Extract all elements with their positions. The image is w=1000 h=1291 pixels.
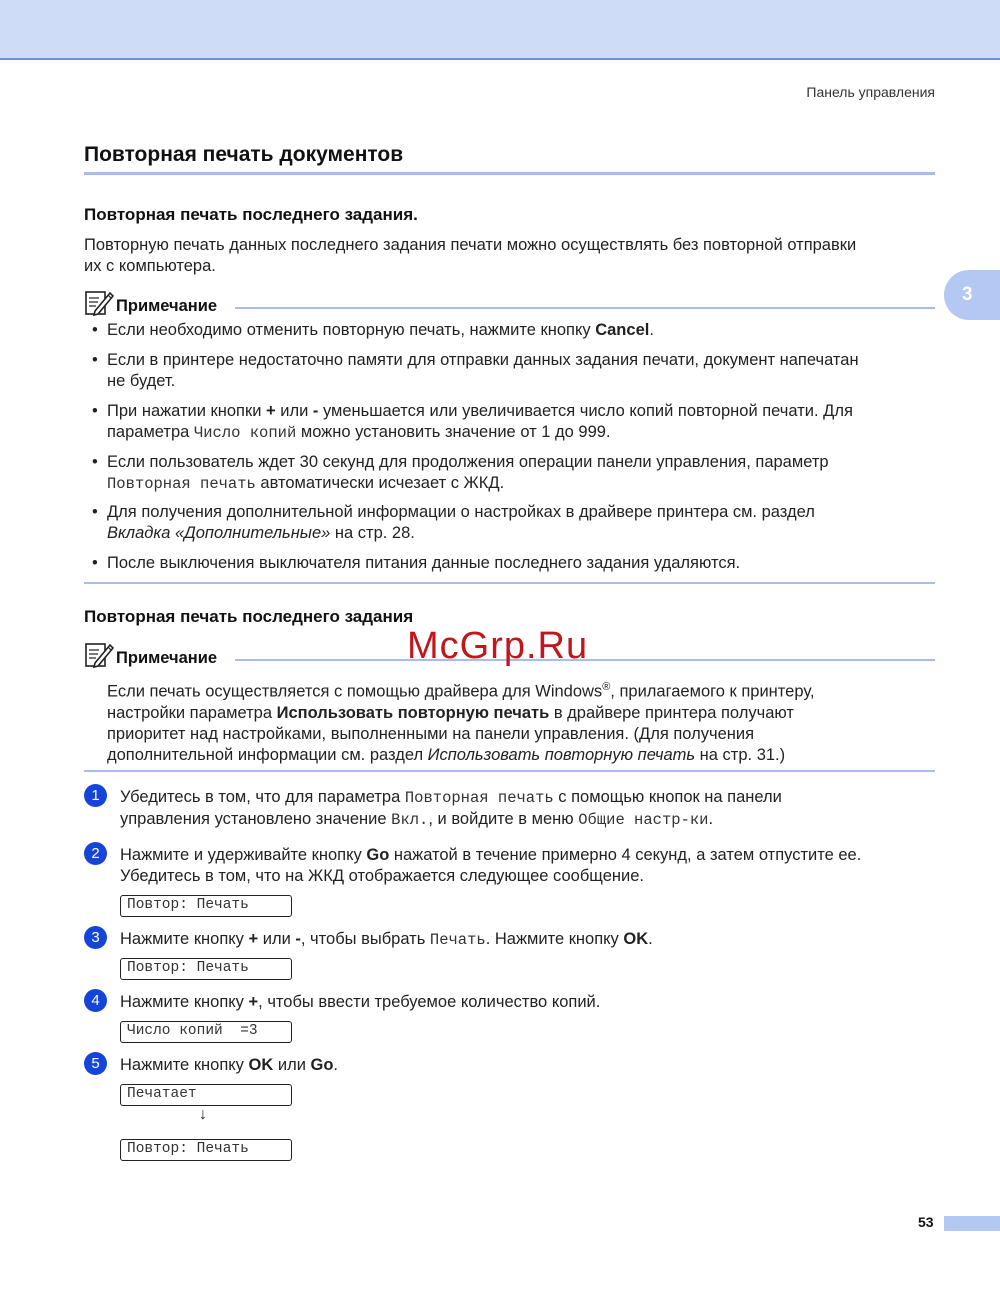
step-number-5: 5 [84,1052,107,1075]
section1-heading: Повторная печать последнего задания. [84,205,418,224]
note-label: Примечание [116,297,218,315]
lcd-display-2: Повтор: Печать [120,958,292,980]
running-header: Панель управления [806,84,935,100]
note-bullet-5: • Для получения дополнительной информации о настройках в драйвере принтера см. раздел Вкладка «Дополнительные» на стр. 28. [92,503,815,542]
section2-note-text: Если печать осуществляется с помощью драйвера для Windows®, прилагаемого к принтеру, настройки параметра Использовать повторную печать в драйвере принтера получают приоритет над настройками, выполненными на панели управления. (Для получения дополнительной информации см. раздел Использовать повторную печать на стр. 31.) [107,681,815,764]
page-number-bar [944,1216,1000,1231]
note-label: Примечание [116,649,218,667]
watermark: McGrp.Ru [407,625,589,667]
note-bullet-4: • Если пользователь ждет 30 секунд для продолжения операции панели управления, параметр Повторная печать автоматически исчезает с ЖКД. [92,453,829,493]
lcd-display-4: Печатает [120,1084,292,1106]
step-text-2: Нажмите и удерживайте кнопку Go нажатой в течение примерно 4 секунд, а затем отпустите ее. Убедитесь в том, что на ЖКД отображается следующее сообщение. [120,846,862,885]
step-number-4: 4 [84,989,107,1012]
step-text-3: Нажмите кнопку + или -, чтобы выбрать Печать. Нажмите кнопку OK. [120,930,653,949]
top-band [0,0,1000,60]
section2-heading: Повторная печать последнего задания [84,607,414,626]
lcd-display-1: Повтор: Печать [120,895,292,917]
step-text-5: Нажмите кнопку OK или Go. [120,1056,339,1074]
section1-paragraph: Повторную печать данных последнего задания печати можно осуществлять без повторной отправки их с компьютера. [84,236,857,275]
pencil-note-icon [84,641,114,669]
page-title: Повторная печать документов [84,143,404,166]
down-arrow-icon: ↓ [199,1106,207,1123]
chapter-tab: 3 [944,270,1000,320]
note-end-rule-2 [84,770,935,772]
note-bullet-3: • При нажатии кнопки + или - уменьшается или увеличивается число копий повторной печати. Для параметра Число копий можно установить значение от 1 до 999. [92,402,853,442]
lcd-display-3: Число копий =3 [120,1021,292,1043]
note-end-rule-1 [84,582,935,584]
note-bullet-2: • Если в принтере недостаточно памяти для отправки данных задания печати, документ напечатан не будет. [92,351,859,390]
step-number-2: 2 [84,842,107,865]
note-bullet-6: • После выключения выключателя питания данные последнего задания удаляются. [92,554,741,572]
step-number-3: 3 [84,926,107,949]
step-text-4: Нажмите кнопку +, чтобы ввести требуемое количество копий. [120,993,601,1011]
note-header-1 [84,289,935,317]
pencil-note-icon [84,289,114,317]
step-text-1: Убедитесь в том, что для параметра Повторная печать с помощью кнопок на панели управления установлено значение Вкл., и войдите в меню Общие настр-ки. [120,788,782,829]
title-rule [84,172,935,175]
note-bullet-1: • Если необходимо отменить повторную печать, нажмите кнопку Cancel. [92,321,654,339]
lcd-display-5: Повтор: Печать [120,1139,292,1161]
step-number-1: 1 [84,784,107,807]
page-number: 53 [918,1214,934,1230]
